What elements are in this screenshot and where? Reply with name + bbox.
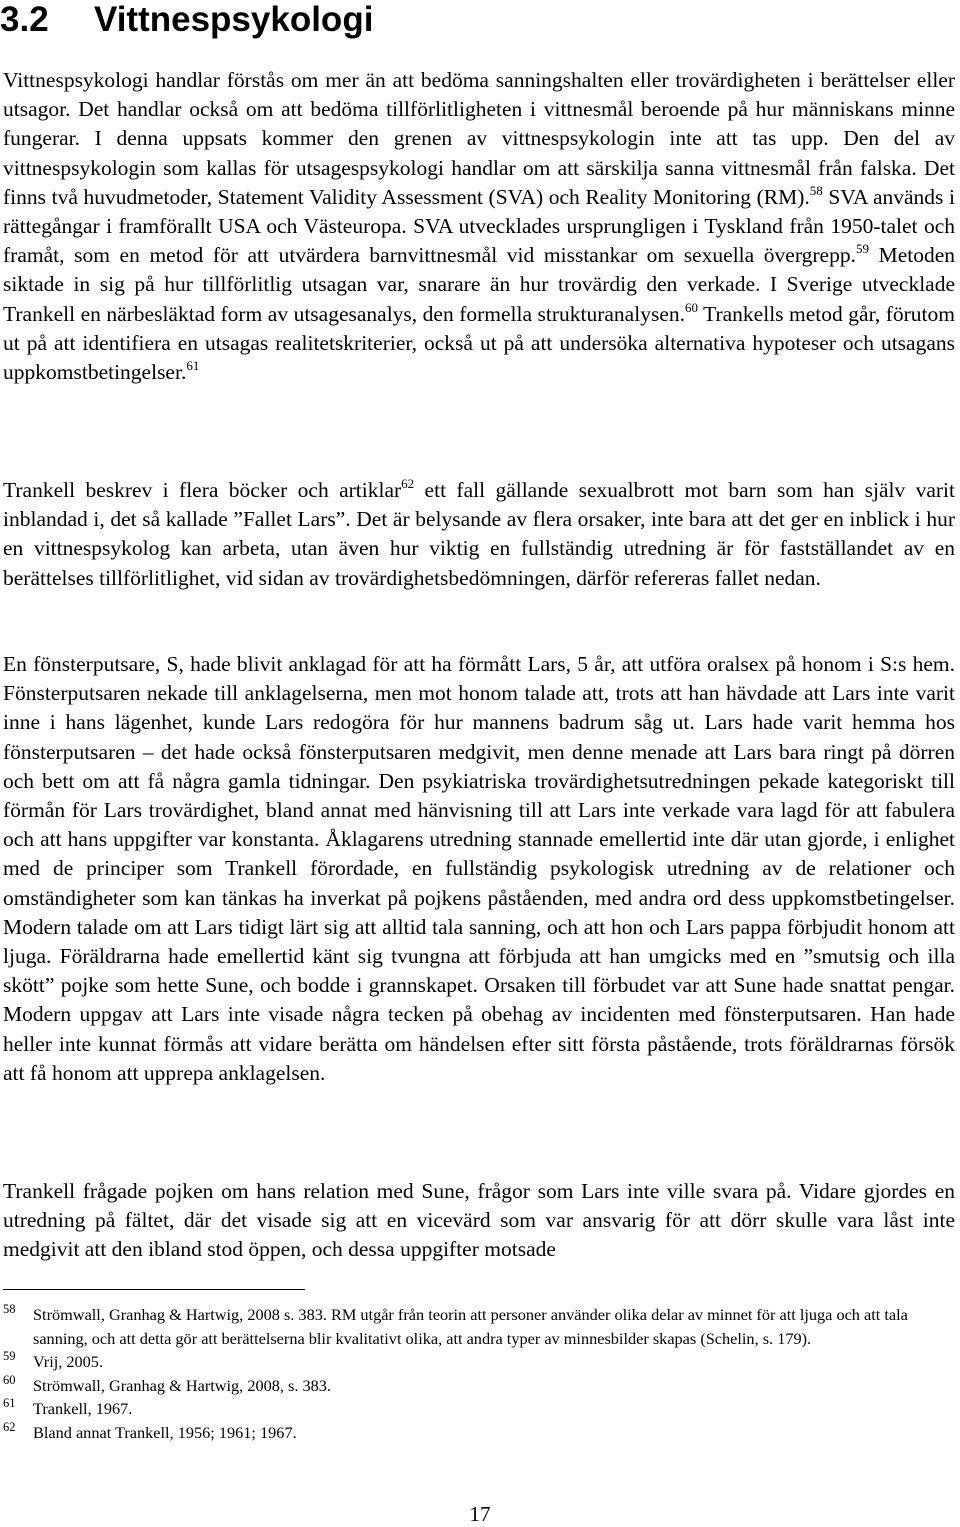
footnote-ref[interactable]: 60 [685, 299, 698, 315]
footnote [0, 1303, 960, 1350]
footnote-text: Strömwall, Granhag & Hartwig, 2008 s. 383. RM utgår från teorin att personer använder olika delar av minnet för att ljuga och att tala sanning, och att detta gör att berättelserna blir kvalitativt olika, att andra typer av minnesbilder skapas (Schelin, s. 179). [33, 1305, 908, 1348]
footnote-ref[interactable]: 58 [809, 182, 823, 198]
footnote-text: Trankell, 1967. [33, 1399, 133, 1418]
footnote-text: Strömwall, Granhag & Hartwig, 2008, s. 383. [33, 1375, 331, 1395]
section-heading [0, 0, 373, 40]
footnote-ref[interactable]: 62 [401, 476, 415, 491]
page-number: 17 [469, 1502, 491, 1526]
footnote-text: Vrij, 2005. [33, 1352, 104, 1371]
footnote [0, 1397, 960, 1421]
body-paragraph: Trankell frågade pojken om hans relation med Sune, frågor som Lars inte ville svara på. Vidare gjordes en utredning på fältet, där det visade sig att en vicevärd som var ansvarig för att dörr skulle vara låst inte medgivit att den ibland stod öppen, och dessa uppgifter motsade [3, 1179, 955, 1262]
footnote-number: 58 [3, 1302, 16, 1316]
body-paragraph: Trankell beskrev i flera böcker och artiklar$^{62}$ ett fall gällande sexualbrott mot barn som han själv varit inblandad i, det så kallade ”Fallet Lars”. Det är belysande av flera orsaker, inte bara att det ger en inblick i hur en vittnespsykolog kan arbeta, utan även hur viktig en fullständig utredning är för fastställandet av en berättelses tillförlitlighet, vid sidan av trovärdighetsbedömningen, därför refereras fallet nedan. [3, 476, 955, 590]
footnote [0, 1374, 960, 1398]
footnote [0, 1350, 960, 1374]
section-number: 3.2 [0, 0, 49, 39]
footnote-number: 59 [3, 1349, 16, 1363]
section-title: Vittnespsykologi [94, 0, 374, 39]
footnote-number: 61 [3, 1396, 16, 1410]
body-paragraph: Vittnespsykologi handlar förstås om mer än att bedöma sanningshalten eller trovärdigheten i berättelser eller utsagor. Det handlar också om att bedöma tillförlitligheten i vittnesmål beroende på hur människans minne fungerar. I denna uppsats kommer den grenen av vittnespsykologin inte att tas upp. Den del av vittnespsykologin som kallas för utsagespsykologi handlar om att särskilja sanna vittnesmål från falska. Det finns två huvudmetoder, Statement Validity Assessment (SVA) och Reality Monitoring (RM).$^{58}$ SVA används i rättegångar i framförallt USA och Västeuropa. SVA utvecklades ursprungligen i Tyskland från 1950-talet och framåt, som en metod för att utvärdera barnvittnesmål vid misstankar om sexuella övergrepp.$^{59}$ Metoden siktade in sig på hur tillförlitlig utsagan var, snarare än hur trovärdig den verkade. I Sverige utvecklade Trankell en närbesläktad form av utsagesanalys, den formella strukturanalysen.$^{60}$ Trankells metod går, förutom ut på att identifiera en utsagas realitetskriterier, också ut på att undersöka alternativa hypoteser och utsagans uppkomstbetingelser.$^{61}$ [3, 68, 955, 385]
footnote [0, 1421, 960, 1445]
footnote-number: 62 [3, 1419, 16, 1434]
body-paragraph: En fönsterputsare, S, hade blivit anklagad för att ha förmått Lars, 5 år, att utföra oralsex på honom i S:s hem. Fönsterputsaren nekade till anklagelserna, men mot honom talade att, trots att han hävdade att Lars inte varit inne i hans lägenhet, kunde Lars redogöra för hur mannens badrum såg ut. Lars hade varit hemma hos fönsterputsaren – det hade också fönsterputsaren medgivit, men denne menade att Lars bara ringt på dörren och bett om att få några gamla tidningar. Den psykiatriska trovärdighetsutredningen pekade kategoriskt till förmån för Lars trovärdighet, bland annat med hänvisning till att Lars inte verkade vara lagd för att fabulera och att hans uppgifter var konstanta. Åklagarens utredning stannade emellertid inte där utan gjorde, i enlighet med de principer som Trankell förordade, en fullständig psykologisk utredning av de relationer och omständigheter som kan tänkas ha inverkat på pojkens påståenden, med andra ord dess uppkomstbetingelser. Modern talade om att Lars tidigt lärt sig att alltid tala sanning, och att hon och Lars pappa förbjudit honom att ljuga. Föräldrarna hade emellertid känt sig tvungna att förbjuda att han umgicks med en ”smutsig och illa skött” pojke som hette Sune, och bodde i grannskapet. Orsaken till förbudet var att Sune hade snattat pengar. Modern uppgav att Lars inte visade några tecken på obehag av incidenten med fönsterputsaren. Han hade heller inte kunnat förmås att vidare berätta om händelsen efter sitt första påstående, trots föräldrarnas försök att få honom att upprepa anklagelsen. [3, 652, 955, 1085]
footnote-ref[interactable]: 61 [186, 358, 200, 374]
footnote-number: 60 [3, 1372, 16, 1387]
footnote-ref[interactable]: 59 [855, 241, 869, 257]
footnotes [0, 1303, 960, 1444]
footnote-text: Bland annat Trankell, 1956; 1961; 1967. [33, 1422, 297, 1442]
footnote-separator [3, 1289, 305, 1290]
